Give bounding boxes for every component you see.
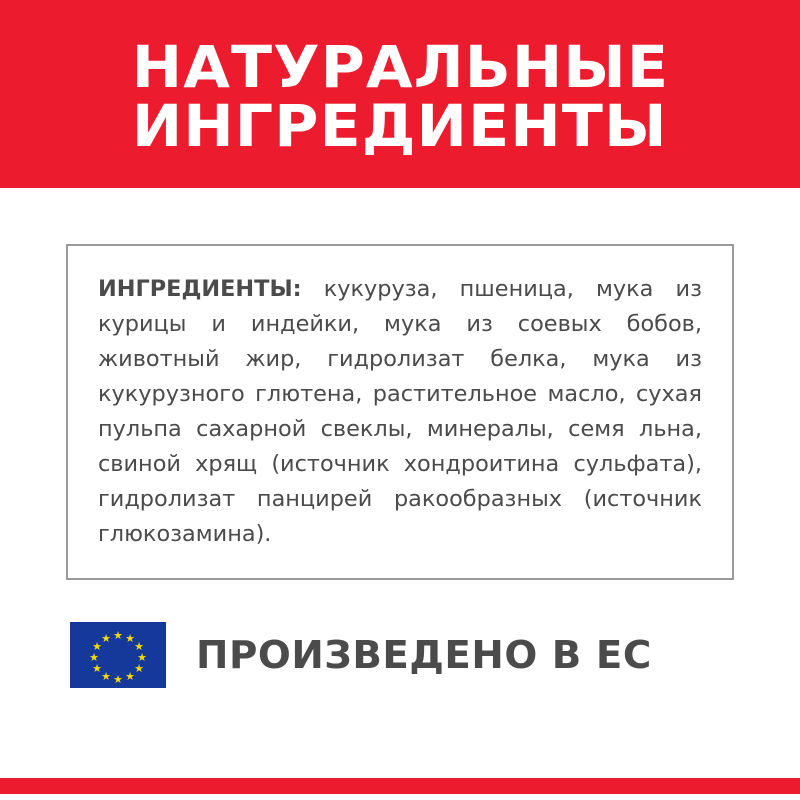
eu-star: ★ bbox=[134, 640, 144, 653]
eu-star: ★ bbox=[92, 662, 102, 675]
origin-label: ПРОИЗВЕДЕНО В ЕС bbox=[196, 632, 652, 677]
eu-star: ★ bbox=[92, 640, 102, 653]
banner-title-line-1: НАТУРАЛЬНЫЕ bbox=[131, 32, 669, 101]
banner-title-line-2: ИНГРЕДИЕНТЫ bbox=[132, 92, 668, 160]
ingredients-list-text: кукуруза, пшеница, мука из курицы и индейки, мука из соевых бобов, животный жир, гидролизат белка, мука из кукурузного глютена, растительное масло, сухая пульпа сахарной свеклы, минералы, семя льна, свиной хрящ (источник хондроитина сульфата), гидролизат панцирей ракообразных (источник глюкозамина). bbox=[98, 276, 702, 547]
footer-white-edge bbox=[0, 794, 800, 800]
eu-star: ★ bbox=[101, 670, 111, 683]
eu-star: ★ bbox=[137, 651, 147, 664]
ingredients-panel bbox=[66, 244, 734, 580]
eu-star: ★ bbox=[113, 629, 123, 642]
content-area bbox=[0, 188, 800, 800]
eu-star: ★ bbox=[125, 632, 135, 645]
eu-star: ★ bbox=[134, 662, 144, 675]
eu-star: ★ bbox=[89, 651, 99, 664]
origin-row bbox=[66, 622, 734, 688]
eu-star: ★ bbox=[101, 632, 111, 645]
ingredients-label: ИНГРЕДИЕНТЫ: bbox=[98, 276, 302, 302]
eu-star: ★ bbox=[113, 673, 123, 686]
header-banner bbox=[0, 0, 800, 188]
ingredients-paragraph bbox=[98, 272, 702, 552]
eu-flag-icon bbox=[70, 622, 166, 688]
eu-star: ★ bbox=[125, 670, 135, 683]
